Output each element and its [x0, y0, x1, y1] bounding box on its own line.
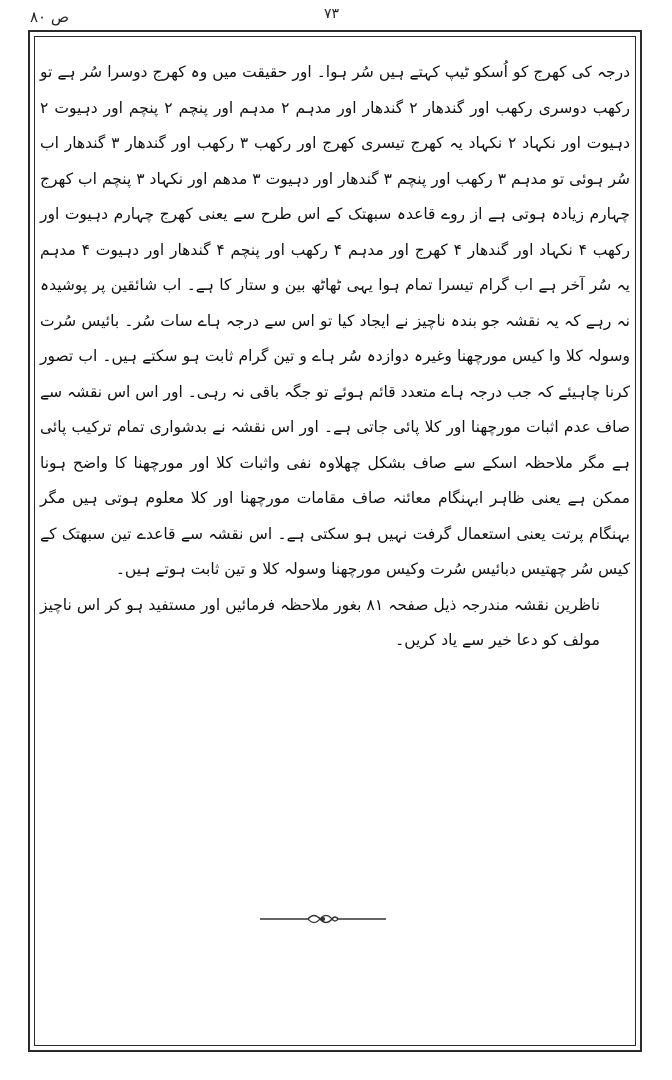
- text-body: [40, 55, 630, 659]
- paragraph-main: درجہ کی کھرج کو اُسکو ٹیپ کہتے ہیں سُر ہوا۔ اور حقیقت میں وہ کھرج دوسرا سُر ہے تو رکھب دوسری رکھب اور گندھار ۲ گندھار اور مدہم ۲ مدہم اور پنچم ۲ پنچم اور دہیوت ۲ دہیوت اور نکہاد ۲ نکہاد یہ کھرج تیسری کھرج اور رکھب ۳ رکھب اور گندھار ۳ گندھار اب سُر ہوئی تو مدہم ۳ رکھب اور پنچم ۳ گندھار اور دہیوت ۳ مدھم اور نکہاد ۳ پنچم اب کھرج چہارم زیادہ ہوتی ہے از روے قاعدہ سبھتک کے اس طرح سے یعنی کھرج چہارم دہیوت اور رکھب ۴ نکہاد اور گندھار ۴ کھرج اور مدہم ۴ رکھب اور پنچم ۴ گندھار اور دہیوت ۴ مدہم یہ سُر آخر ہے اب گرام تیسرا تمام ہوا یہی ٹھاٹھ بین و ستار کا ہے۔ اب شائقین پر پوشیدہ نہ رہے کہ یہ نقشہ جو بندہ ناچیز نے ایجاد کیا تو اس سے درجہ ہاے سات سُر۔ بائیس سُرت وسولہ کلا وا کیس مورچھنا وغیرہ دوازدہ سُر ہاے و تین گرام ثابت ہو سکتے ہیں۔ اب تصور کرنا چاہیئے کہ جب درجہ ہاے متعدد قائم ہوئے تو جگہ باقی نہ رہی۔ اور اس اس نقشہ سے صاف عدم اثبات مورچھنا اور کلا پائی جاتی ہے۔ اور اس نقشہ نے بدشواری تمام ترکیب پائی ہے مگر ملاحظہ اسکے سے صاف بشکل چھلاوہ نفی واثبات کلا اور مورچھنا کا واضح ہونا ممکن ہے یعنی ظاہر ابہنگام معائنہ صاف مقامات مورچھنا اور کلا معلوم ہوتی ہیں مگر بہنگام پرتت یعنی استعمال گرفت نہیں ہو سکتی ہے۔ اس نقشہ سے قاعدے تین سبھتک کے کیس سُر چھتیس دبائیس سُرت وکیس مورچھنا وسولہ کلا و تین ثابت ہوتے ہیں۔: [40, 63, 631, 578]
- page-header: [28, 4, 644, 32]
- page-number-center: ۷۳: [324, 6, 340, 22]
- page-number-left: ص ۸۰: [30, 8, 70, 26]
- ornament-divider: [258, 910, 388, 928]
- paragraph-closing: ناظرین نقشہ مندرجہ ذیل صفحہ ۸۱ بغور ملاحظہ فرمائیں اور مستفید ہو کر اس ناچیز مولف کو دعا خیر سے یاد کریں۔: [40, 595, 601, 649]
